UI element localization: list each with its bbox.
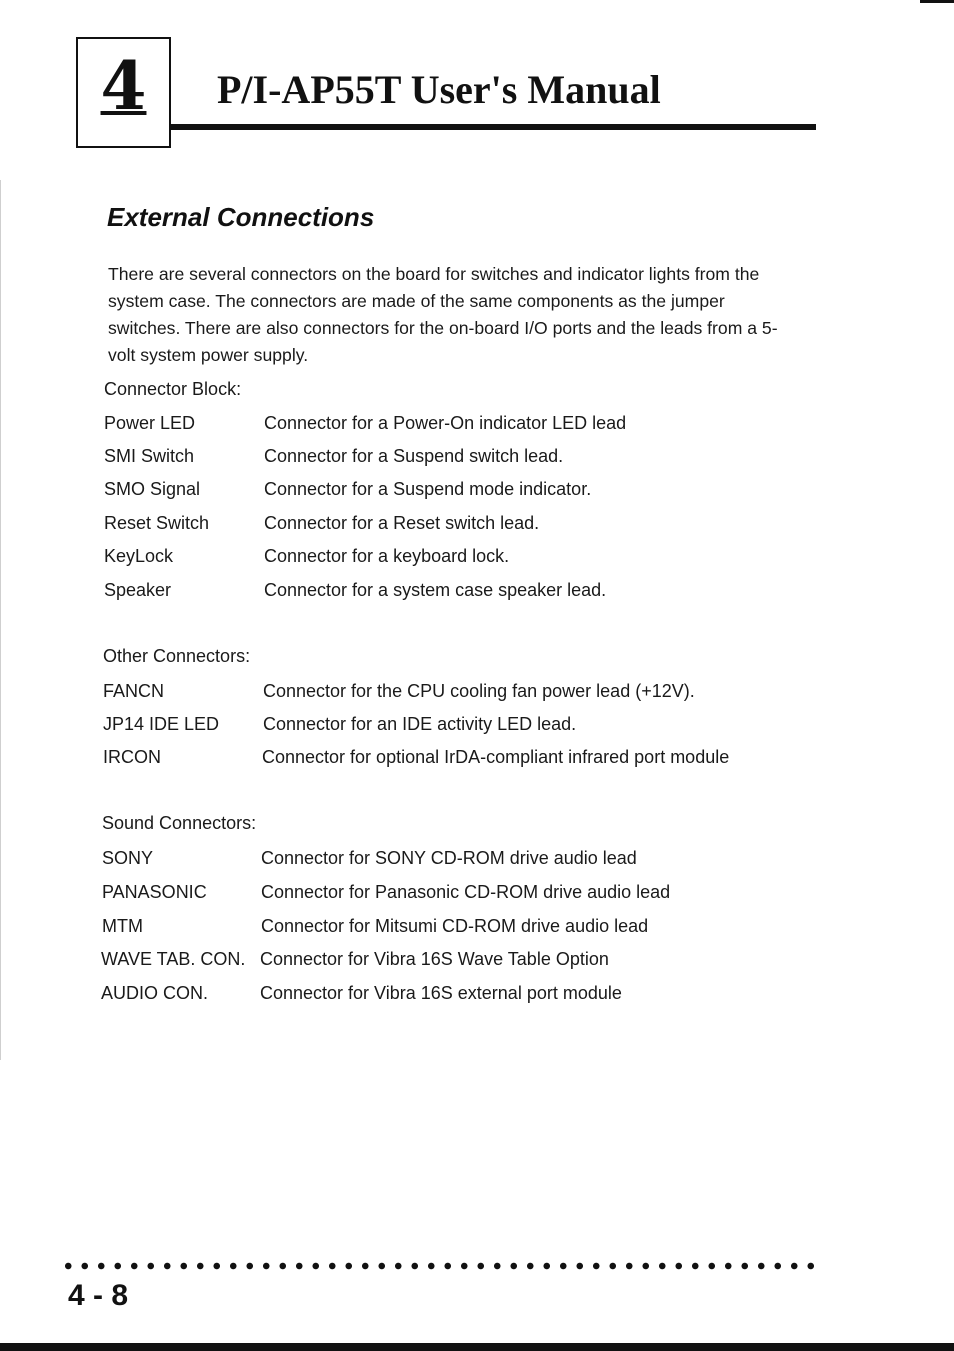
connector-name: SONY <box>102 848 154 868</box>
intro-paragraph: There are several connectors on the board for switches and indicator lights from the system case. The connectors are made of the same components as the jumper switches. There are also connectors for the on-board I/O ports and the leads from a 5-volt system power supply. <box>108 264 778 365</box>
connector-description: Connector for a system case speaker lead. <box>264 580 607 600</box>
connector-name: WAVE TAB. CON. <box>101 949 246 969</box>
connector-description: Connector for a Suspend switch lead. <box>264 446 564 466</box>
other-connectors-label: Other Connectors: <box>103 646 251 666</box>
connector-name: SMO Signal <box>104 479 201 499</box>
connector-name: FANCN <box>103 681 165 701</box>
connector-description: Connector for Panasonic CD-ROM drive audio lead <box>261 882 671 902</box>
connector-description: Connector for an IDE activity LED lead. <box>263 714 577 734</box>
connector-description: Connector for a Suspend mode indicator. <box>264 479 592 499</box>
page-number: 4 - 8 <box>68 1279 129 1312</box>
connector-name: AUDIO CON. <box>101 983 209 1003</box>
connector-description: Connector for Vibra 16S Wave Table Option <box>260 949 609 969</box>
connector-name: Reset Switch <box>104 513 210 533</box>
connector-name: Power LED <box>104 413 196 433</box>
connector-description: Connector for a Power-On indicator LED lead <box>264 413 627 433</box>
header-rule <box>170 124 816 130</box>
chapter-number: 4 <box>100 47 147 125</box>
sound-connectors-label: Sound Connectors: <box>102 813 257 833</box>
connector-name: SMI Switch <box>104 446 195 466</box>
connector-description: Connector for optional IrDA-compliant infrared port module <box>262 747 730 767</box>
connector-name: PANASONIC <box>102 882 207 902</box>
chapter-tab <box>76 37 171 148</box>
connector-name: MTM <box>102 916 143 936</box>
dotted-rule <box>60 1262 818 1270</box>
connector-name: KeyLock <box>104 546 174 566</box>
section-title: External Connections <box>107 202 375 232</box>
connector-description: Connector for a Reset switch lead. <box>264 513 540 533</box>
page-edge-line <box>0 180 1 1060</box>
connector-description: Connector for Vibra 16S external port module <box>260 983 622 1003</box>
manual-title: P/I-AP55T User's Manual <box>217 67 661 112</box>
corner-mark <box>920 0 954 3</box>
connector-name: Speaker <box>104 580 172 600</box>
connector-description: Connector for a keyboard lock. <box>264 546 510 566</box>
connector-name: IRCON <box>103 747 161 767</box>
bottom-rule <box>0 1343 954 1351</box>
connector-block-label: Connector Block: <box>104 379 242 399</box>
connector-description: Connector for SONY CD-ROM drive audio lead <box>261 848 637 868</box>
connector-name: JP14 IDE LED <box>103 714 220 734</box>
connector-description: Connector for the CPU cooling fan power lead (+12V). <box>263 681 695 701</box>
connector-description: Connector for Mitsumi CD-ROM drive audio lead <box>261 916 649 936</box>
